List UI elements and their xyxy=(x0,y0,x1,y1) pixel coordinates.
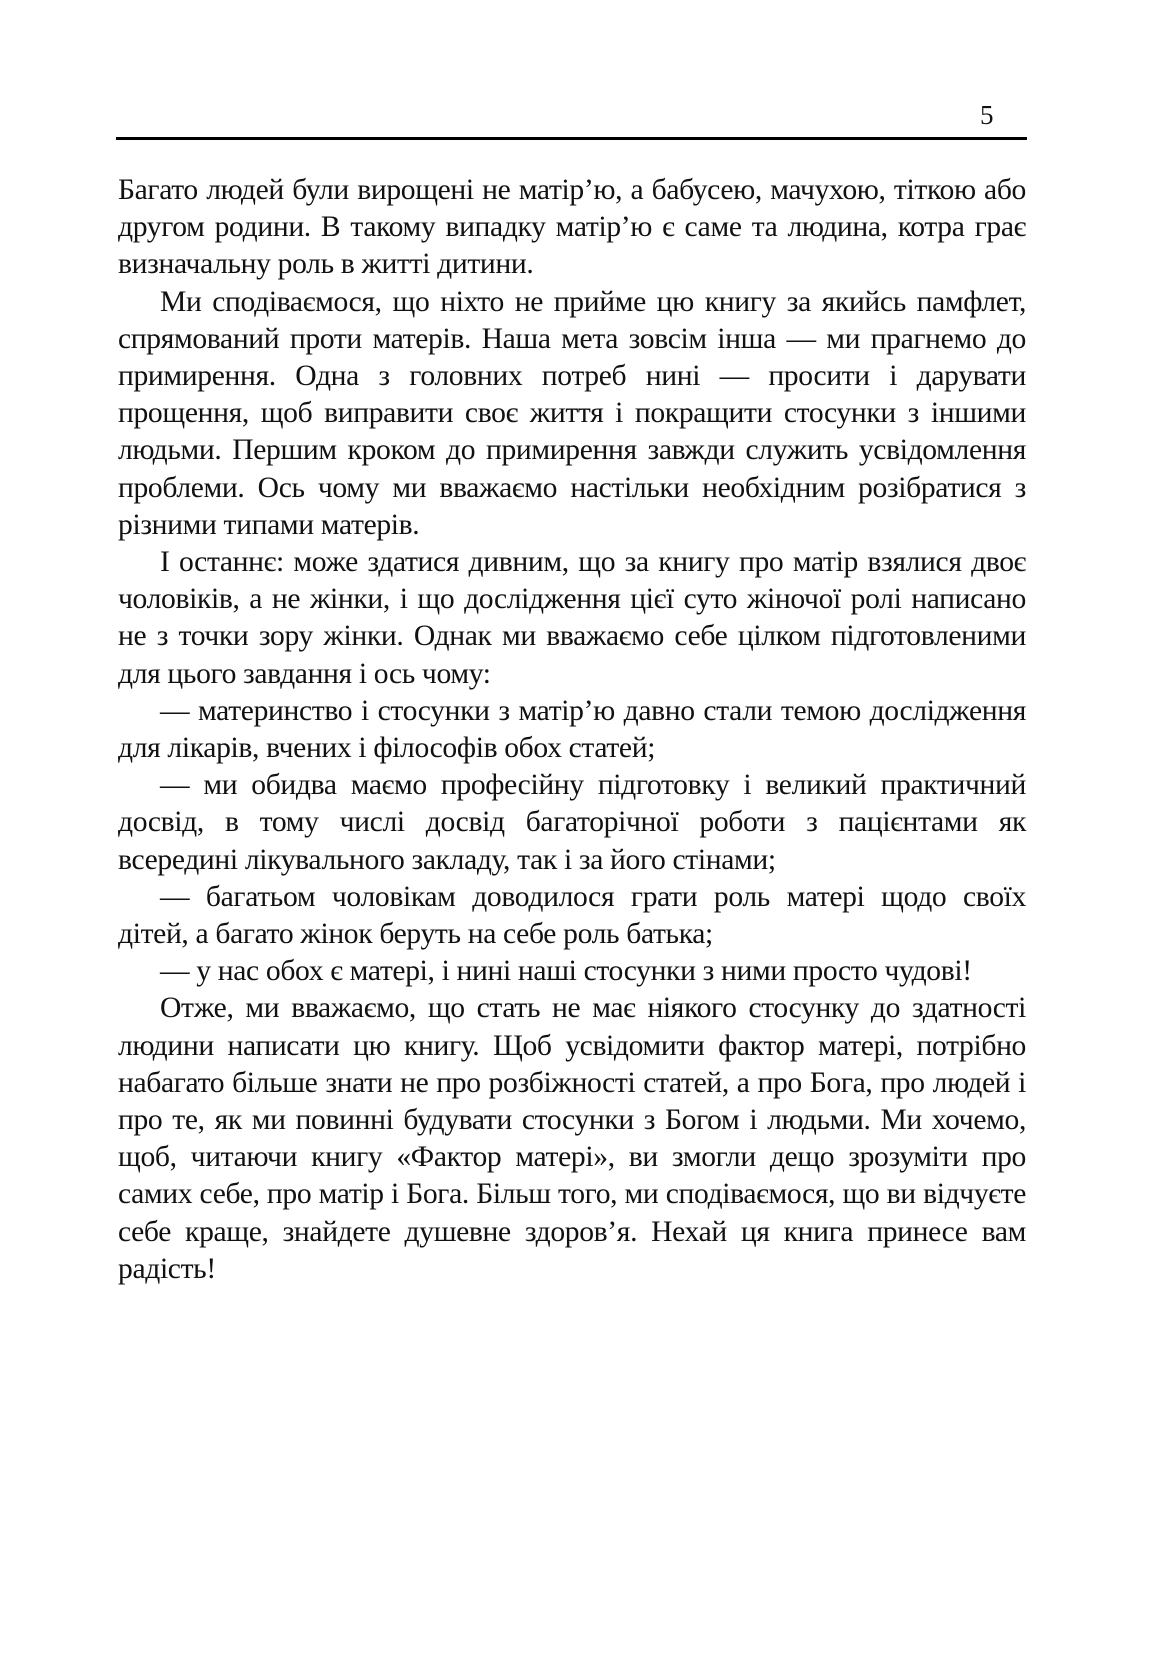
paragraph: Ми сподіваємося, що ніхто не прийме цю книгу за якийсь памфлет, спрямований проти матерів. Наша мета зовсім інша — ми прагнемо до примирення. Одна з головних потреб нині — просити і дарувати прощення, щоб виправити своє життя і покращити стосунки з іншими людьми. Першим кроком до примирення завжди служить усвідомлення проблеми. Ось чому ми вважаємо настільки необхідним розібратися з різними типами матерів. xyxy=(118,285,1026,541)
header-rule xyxy=(116,137,1027,140)
page-number: 5 xyxy=(980,100,994,130)
list-item: — ми обидва маємо професійну підготовку і великий практичний досвід, в тому числі досвід багаторічної роботи з пацієнтами як всередині лікувального закладу, так і за його стінами; xyxy=(118,769,1026,876)
paragraph: Отже, ми вважаємо, що стать не має ніякого стосунку до здатності людини написати цю книгу. Щоб усвідомити фактор матері, потрібно набагато більше знати не про розбіжності статей, а про Бога, про людей і про те, як ми повинні будувати стосунки з Богом і людьми. Ми хочемо, щоб, читаючи книгу «Фактор матері», ви змогли дещо зрозуміти про самих себе, про матір і Бога. Більш того, ми сподіваємося, що ви відчуєте себе краще, знайдете душевне здоров’я. Нехай ця книга принесе вам радість! xyxy=(118,992,1026,1285)
list-item: — материнство і стосунки з матір’ю давно стали темою дослідження для лікарів, вчених і філософів обох статей; xyxy=(118,694,1026,765)
list-item: — у нас обох є матері, і нині наші стосунки з ними просто чудові! xyxy=(160,955,972,988)
list-item: — багатьом чоловікам доводилося грати роль матері щодо своїх дітей, а багато жінок беруть на себе роль батька; xyxy=(118,880,1026,951)
paragraph: Багато людей були вирощені не матір’ю, а бабусею, мачухою, тіткою або другом родини. В такому випадку матір’ю є саме та людина, котра грає визначальну роль в житті дитини. xyxy=(118,174,1026,281)
body-text xyxy=(118,172,1026,1288)
paragraph: І останнє: може здатися дивним, що за книгу про матір взялися двоє чоловіків, а не жінки, і що дослідження цієї суто жіночої ролі написано не з точки зору жінки. Однак ми вважаємо себе цілком підготовленими для цього завдання і ось чому: xyxy=(118,546,1026,690)
